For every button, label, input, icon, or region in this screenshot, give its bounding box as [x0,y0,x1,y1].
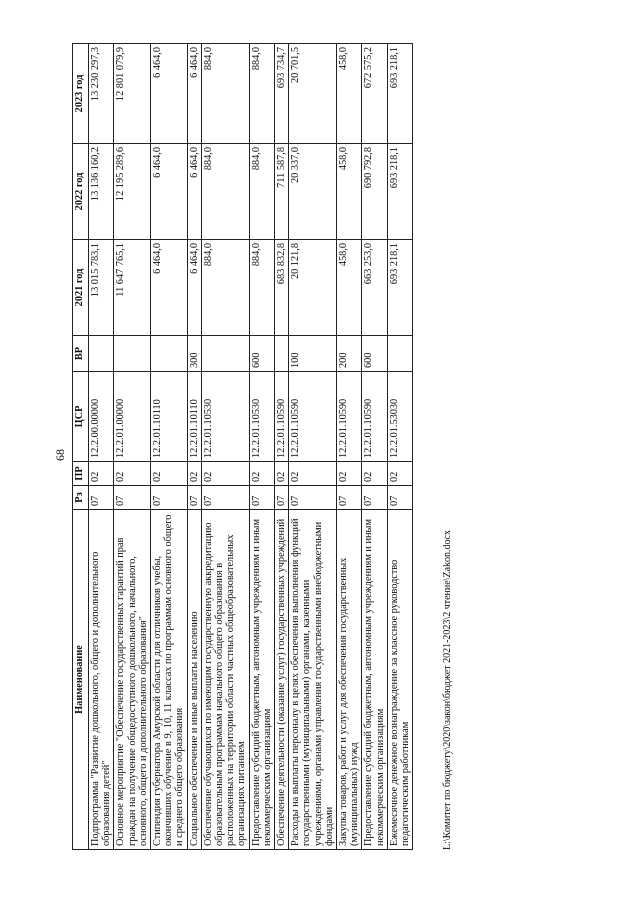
table-row [89,44,114,850]
cell-year-2021: 884,0 [201,240,249,336]
cell-year-2021: 884,0 [249,240,274,336]
cell-year-2021: 13 015 783,1 [89,240,114,336]
cell-vr: 300 [187,336,201,372]
budget-table [72,43,413,850]
cell-year-2023: 12 801 079,9 [114,44,151,144]
cell-year-2023: 458,0 [337,44,362,144]
header-2021: 2021 год [73,240,89,336]
cell-csr: 12.2.01.10590 [289,372,337,462]
cell-year-2021: 458,0 [337,240,362,336]
header-2022: 2022 год [73,144,89,240]
cell-vr: 100 [289,336,337,372]
table-row [362,44,387,850]
cell-vr [151,336,188,372]
cell-year-2021: 683 832,8 [275,240,289,336]
page-number: 68 [53,449,67,461]
cell-year-2023: 13 230 297,3 [89,44,114,144]
header-vr: ВР [73,336,89,372]
cell-csr: 12.2.01.00000 [114,372,151,462]
table-body [89,44,413,850]
cell-vr: 200 [337,336,362,372]
cell-pr: 02 [201,462,249,486]
cell-pr: 02 [275,462,289,486]
cell-name: Стипендия губернатора Амурской области для отличников учебы, окончивших обучение в 9, 10, 11 классах по программам основного общего и среднего общего образования [151,510,188,850]
cell-vr [89,336,114,372]
cell-pr: 02 [89,462,114,486]
header-csr: ЦСР [73,372,89,462]
cell-year-2023: 693 734,7 [275,44,289,144]
cell-csr: 12.2.01.53030 [387,372,412,462]
cell-year-2022: 690 792,8 [362,144,387,240]
cell-name: Обеспечение обучающихся по имеющим государственную аккредитацию образовательным программам начального общего образования в расположенных на территории области частных общеобразовательных организациях питанием [201,510,249,850]
table-header-row [73,44,89,850]
header-pr: ПР [73,462,89,486]
cell-pr: 02 [362,462,387,486]
cell-vr: 600 [362,336,387,372]
cell-year-2023: 884,0 [249,44,274,144]
cell-name: Ежемесячное денежное вознаграждение за классное руководство педагогическим работникам [387,510,412,850]
header-2023: 2023 год [73,44,89,144]
cell-vr [114,336,151,372]
cell-csr: 12.2.01.10110 [187,372,201,462]
cell-year-2022: 6 464,0 [151,144,188,240]
cell-rz: 07 [362,486,387,510]
cell-csr: 12.2.01.10530 [201,372,249,462]
cell-vr [275,336,289,372]
table-row [249,44,274,850]
cell-year-2021: 20 121,8 [289,240,337,336]
cell-pr: 02 [289,462,337,486]
cell-rz: 07 [289,486,337,510]
cell-pr: 02 [114,462,151,486]
cell-name: Подпрограмма "Развитие дошкольного, общего и дополнительного образования детей" [89,510,114,850]
cell-year-2023: 6 464,0 [187,44,201,144]
footer-file-path: L:\Комитет по бюджету\2020\закон\бюджет 2021-2023\2 чтение\Zakon.docx [442,530,453,850]
cell-year-2022: 458,0 [337,144,362,240]
cell-name: Расходы на выплаты персоналу в целях обеспечения выполнения функций государственными (муниципальными) органами, казенными учреждениями, органами управления государственными внебюджетными фондами [289,510,337,850]
cell-year-2023: 672 575,2 [362,44,387,144]
cell-csr: 12.2.01.10530 [249,372,274,462]
budget-table-container [72,44,556,850]
cell-year-2022: 6 464,0 [187,144,201,240]
table-row [387,44,412,850]
cell-year-2021: 663 253,0 [362,240,387,336]
cell-year-2022: 12 195 289,6 [114,144,151,240]
cell-csr: 12.2.01.10590 [362,372,387,462]
header-rz: Рз [73,486,89,510]
cell-rz: 07 [114,486,151,510]
cell-vr [201,336,249,372]
cell-name: Социальное обеспечение и иные выплаты населению [187,510,201,850]
header-name: Наименование [73,510,89,850]
cell-pr: 02 [249,462,274,486]
cell-year-2021: 693 218,1 [387,240,412,336]
cell-name: Обеспечение деятельности (оказание услуг) государственных учреждений [275,510,289,850]
cell-name: Предоставление субсидий бюджетным, автономным учреждениям и иным некоммерческим организациям [362,510,387,850]
cell-vr [387,336,412,372]
cell-year-2022: 693 218,1 [387,144,412,240]
cell-csr: 12.2.01.10590 [275,372,289,462]
cell-year-2021: 11 647 765,1 [114,240,151,336]
cell-csr: 12.2.00.00000 [89,372,114,462]
cell-year-2022: 20 337,0 [289,144,337,240]
cell-pr: 02 [337,462,362,486]
cell-year-2023: 20 701,5 [289,44,337,144]
cell-rz: 07 [89,486,114,510]
cell-rz: 07 [387,486,412,510]
cell-csr: 12.2.01.10590 [337,372,362,462]
table-row [201,44,249,850]
table-row [275,44,289,850]
cell-csr: 12.2.01.10110 [151,372,188,462]
cell-year-2022: 884,0 [249,144,274,240]
cell-year-2022: 13 136 160,2 [89,144,114,240]
cell-pr: 02 [387,462,412,486]
table-row [337,44,362,850]
table-row [289,44,337,850]
cell-year-2021: 6 464,0 [151,240,188,336]
cell-rz: 07 [249,486,274,510]
cell-rz: 07 [151,486,188,510]
cell-rz: 07 [275,486,289,510]
cell-pr: 02 [187,462,201,486]
cell-rz: 07 [187,486,201,510]
cell-year-2021: 6 464,0 [187,240,201,336]
cell-name: Предоставление субсидий бюджетным, автономным учреждениям и иным некоммерческим организациям [249,510,274,850]
cell-year-2023: 6 464,0 [151,44,188,144]
cell-year-2022: 711 587,8 [275,144,289,240]
cell-name: Закупка товаров, работ и услуг для обеспечения государственных (муниципальных) нужд [337,510,362,850]
cell-rz: 07 [337,486,362,510]
cell-pr: 02 [151,462,188,486]
cell-year-2023: 884,0 [201,44,249,144]
table-row [187,44,201,850]
cell-vr: 600 [249,336,274,372]
cell-year-2022: 884,0 [201,144,249,240]
cell-rz: 07 [201,486,249,510]
table-row [151,44,188,850]
cell-year-2023: 693 218,1 [387,44,412,144]
cell-name: Основное мероприятие "Обеспечение государственных гарантий прав граждан на получение общедоступного дошкольного, начального, основного, общего и дополнительного образования" [114,510,151,850]
table-row [114,44,151,850]
